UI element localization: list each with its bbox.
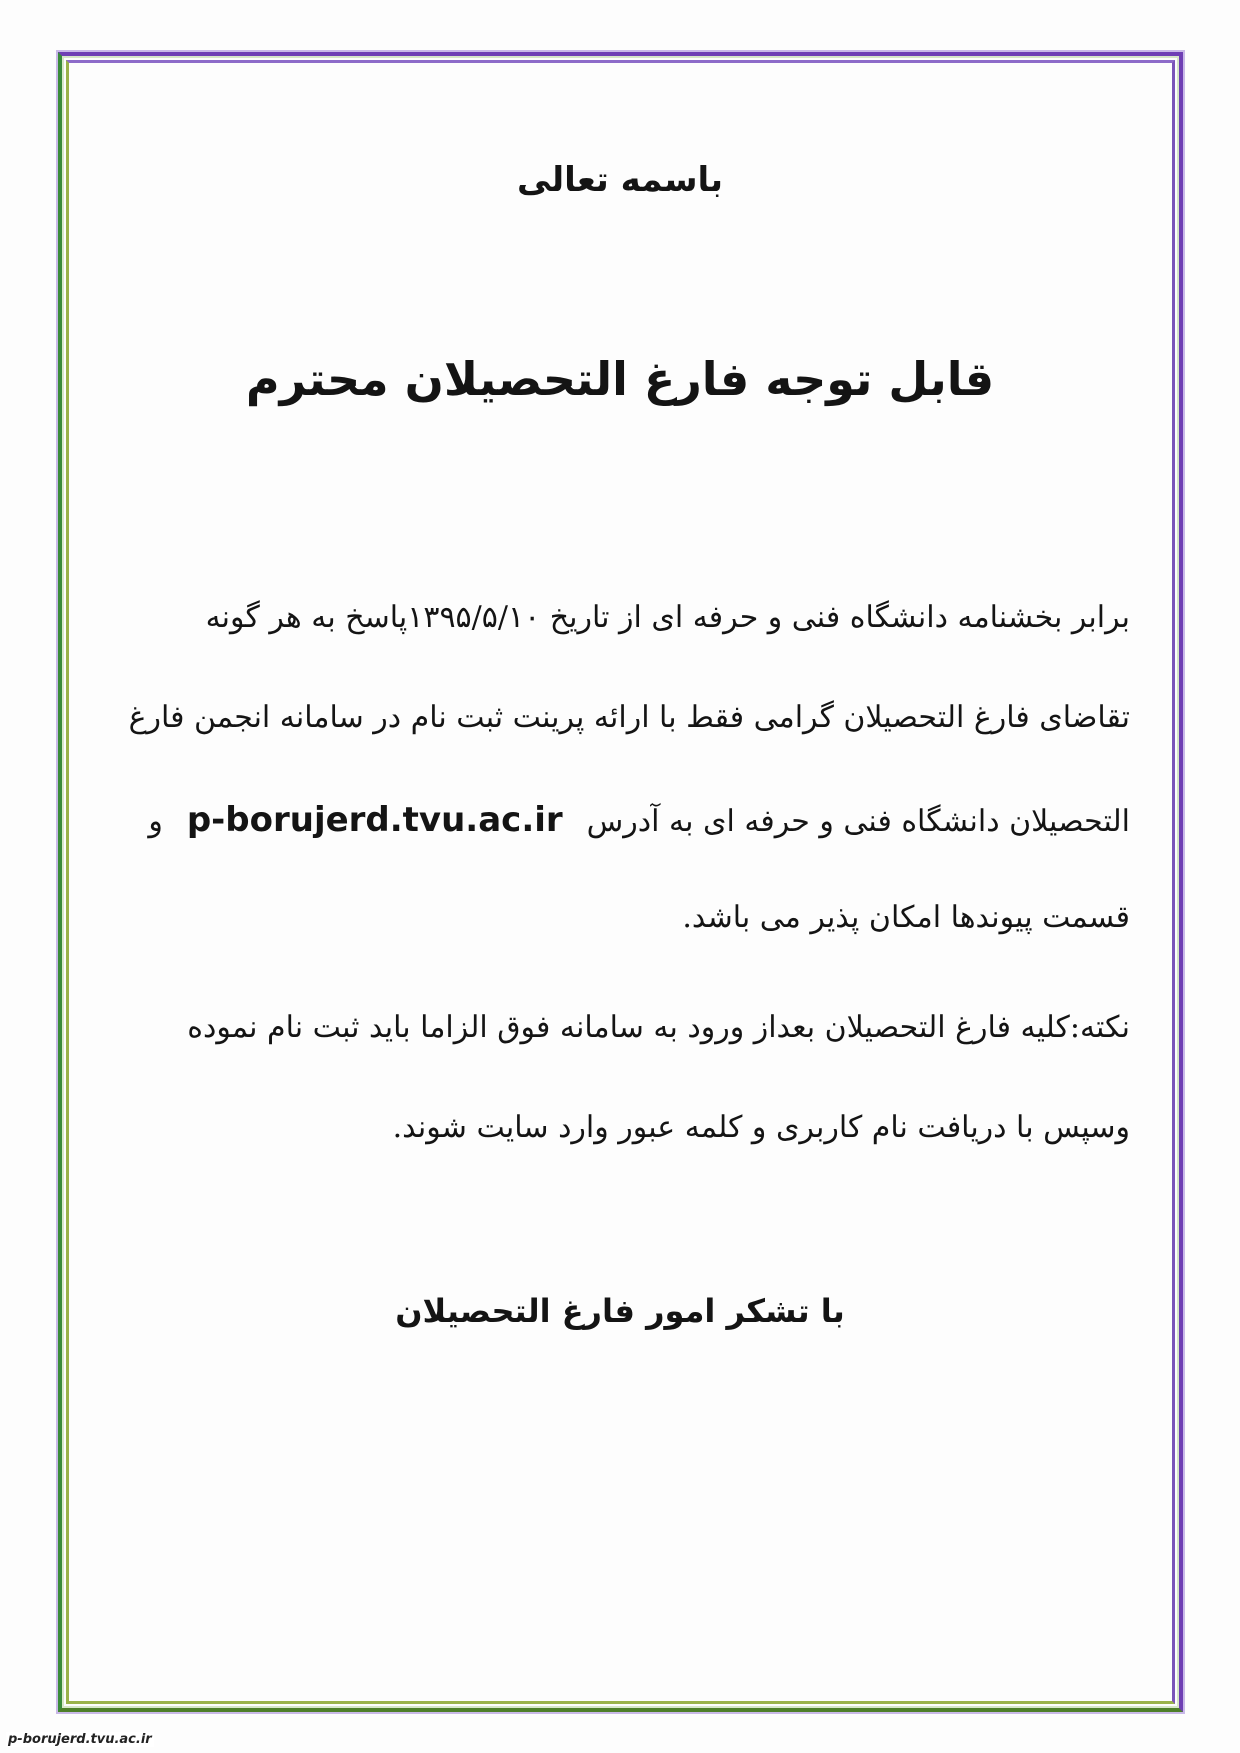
site-watermark: p-borujerd.tvu.ac.ir <box>8 1732 152 1747</box>
inner-frame-border <box>66 60 1175 1704</box>
document-title: قابل توجه فارغ التحصیلان محترم <box>245 352 995 406</box>
note-line-1: نکته:کلیه فارغ التحصیلان بعداز ورود به سامانه فوق الزاما باید ثبت نام نموده <box>187 1010 1130 1045</box>
paragraph-line-1: برابر بخشنامه دانشگاه فنی و حرفه ای از تاریخ ۱۳۹۵/۵/۱۰پاسخ به هر گونه <box>205 600 1130 635</box>
paragraph-line-3 <box>148 800 1130 840</box>
closing-signature: با تشکر امور فارغ التحصیلان <box>395 1292 845 1330</box>
invocation-heading: باسمه تعالی <box>516 160 724 200</box>
paragraph-line-2: تقاضای فارغ التحصیلان گرامی فقط با ارائه پرینت ثبت نام در سامانه انجمن فارغ <box>128 700 1130 735</box>
paragraph-line-3-conjunction: و <box>148 804 163 839</box>
note-line-2: وسپس با دریافت نام کاربری و کلمه عبور وارد سایت شوند. <box>392 1110 1130 1145</box>
paragraph-line-4: قسمت پیوندها امکان پذیر می باشد. <box>682 900 1130 935</box>
paragraph-line-3-text: التحصیلان دانشگاه فنی و حرفه ای به آدرس <box>586 804 1130 839</box>
website-address-link[interactable]: p-borujerd.tvu.ac.ir <box>186 800 563 840</box>
